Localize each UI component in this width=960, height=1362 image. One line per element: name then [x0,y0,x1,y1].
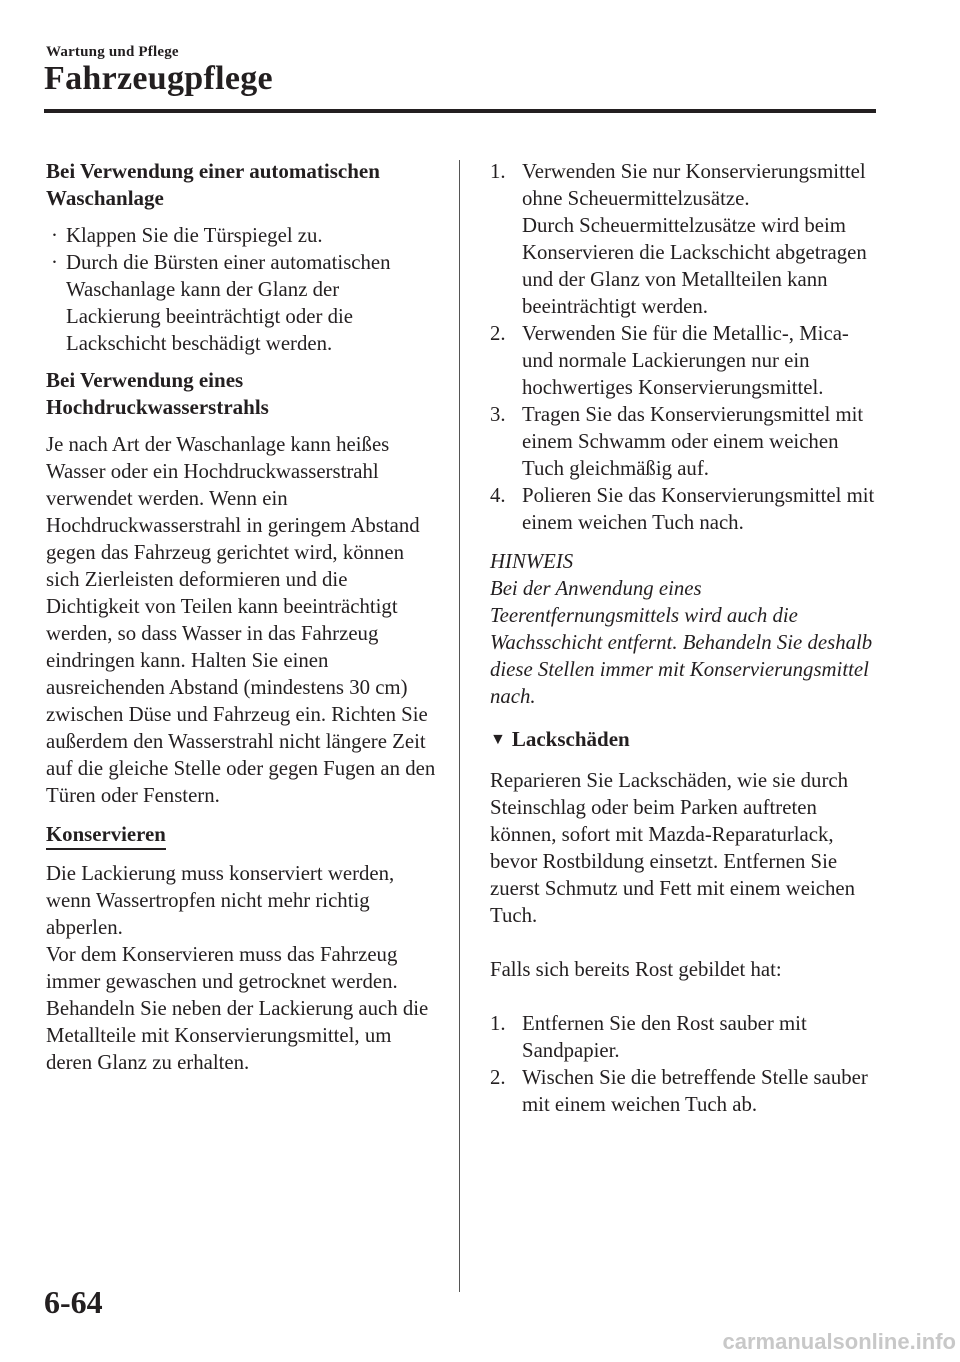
triangle-down-icon: ▼ [490,731,506,748]
column-divider [459,160,460,1292]
heading-lackschaeden-text: Lackschäden [511,727,630,751]
paragraph-konservieren-b: Vor dem Konservieren muss das Fahrzeug immer gewaschen und getrocknet werden. Behandeln Sie neben der Lackierung auch die Metallteile mit Konservierungsmittel, um deren Glanz zu erhalten. [46,943,429,1074]
step-number: 1. [490,160,506,183]
step-text: Tragen Sie das Konservierungsmittel mit einem Schwamm oder einem weichen Tuch gleichmäßig auf. [522,403,864,480]
heading-car-wash: Bei Verwendung einer automatischen Waschanlage [46,159,380,210]
bullet-text: Durch die Bürsten einer automatischen Waschanlage kann der Glanz der Lackierung beeinträchtigt oder die Lackschicht beschädigt werden. [66,251,391,355]
step-number: 4. [490,484,506,507]
page-number: 6-64 [44,1284,103,1320]
right-column [490,158,880,1118]
list-item [490,158,880,320]
paragraph-lackschaeden: Reparieren Sie Lackschäden, wie sie durch Steinschlag oder beim Parken auftreten können, sofort mit Mazda-Reparaturlack, bevor Rostbildung einsetzt. Entfernen Sie zuerst Schmutz und Fett mit einem weichen Tuch. [490,769,856,927]
bullet-text: Klappen Sie die Türspiegel zu. [66,224,323,247]
step-extra: Durch Scheuermittelzusätze wird beim Konservieren die Lackschicht abgetragen und der Glanz von Metallteilen kann beeinträchtigt werden. [522,214,867,318]
note-text: Bei der Anwendung eines Teerentfernungsmittels wird auch die Wachsschicht entfernt. Behandeln Sie deshalb diese Stellen immer mit Konservierungsmittel nach. [490,577,873,708]
section-label: Wartung und Pflege [46,44,179,60]
list-item [490,1064,880,1118]
heading-konservieren: Konservieren [46,822,166,850]
step-text: Verwenden Sie nur Konservierungsmittel ohne Scheuermittelzusätze. [522,160,866,210]
list-item [490,1010,880,1064]
left-column [46,158,436,1076]
bullet-icon: · [51,251,58,274]
list-item [46,249,436,357]
list-item [490,320,880,401]
paragraph-high-pressure: Je nach Art der Waschanlage kann heißes Wasser oder ein Hochdruckwasserstrahl verwendet werden. Wenn ein Hochdruckwasserstrahl in geringem Abstand gegen das Fahrzeug gerichtet wird, können sich Zierleisten deformieren und die Dichtigkeit von Teilen kann beeinträchtigt werden, so dass Wasser in das Fahrzeug eindringen kann. Halten Sie einen ausreichenden Abstand (mindestens 30 cm) zwischen Düse und Fahrzeug ein. Richten Sie außerdem den Wasserstrahl nicht längere Zeit auf die gleiche Stelle oder gegen Fugen an den Türen oder Fenstern. [46,433,436,807]
step-number: 3. [490,403,506,426]
note-label: HINWEIS [490,550,574,573]
step-number: 2. [490,322,506,345]
heading-lackschaeden [490,726,880,755]
title-rule [44,109,876,113]
step-number: 2. [490,1066,506,1089]
step-text: Verwenden Sie für die Metallic-, Mica- und normale Lackierungen nur ein hochwertiges Konservierungsmittel. [522,322,849,399]
page-title: Fahrzeugpflege [44,60,273,97]
list-item [490,401,880,482]
bullet-icon: · [51,224,58,247]
paragraph-rust: Falls sich bereits Rost gebildet hat: [490,958,782,981]
paragraph-konservieren-a: Die Lackierung muss konserviert werden, wenn Wassertropfen nicht mehr richtig abperlen. [46,862,395,939]
list-item [46,222,436,249]
heading-high-pressure: Bei Verwendung eines Hochdruckwasserstrahls [46,368,269,419]
step-number: 1. [490,1012,506,1035]
watermark: carmanualsonline.info [722,1329,956,1354]
list-item [490,482,880,536]
step-text: Entfernen Sie den Rost sauber mit Sandpapier. [522,1012,807,1062]
step-text: Polieren Sie das Konservierungsmittel mit einem weichen Tuch nach. [522,484,875,534]
step-text: Wischen Sie die betreffende Stelle sauber mit einem weichen Tuch ab. [522,1066,868,1116]
